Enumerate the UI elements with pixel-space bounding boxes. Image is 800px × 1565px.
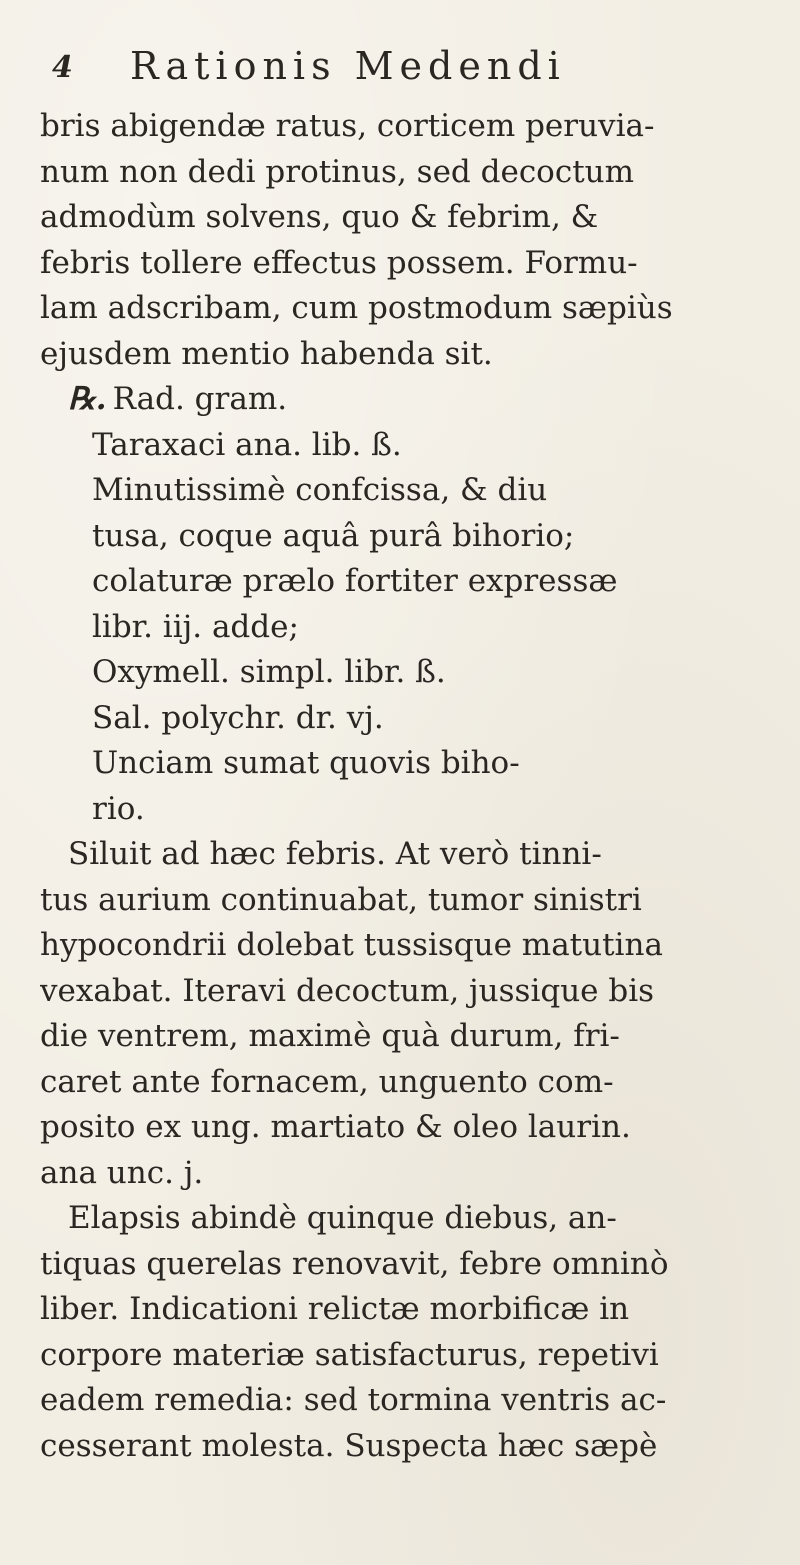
text-line: eadem remedia: sed tormina ventris ac-	[40, 1382, 667, 1418]
recipe-line: Taraxaci ana. lib. ß.	[92, 426, 402, 463]
text-line: cesserant molesta. Suspecta hæc sæpè	[40, 1427, 658, 1464]
text-line: corpore materiæ satisfacturus, repetivi	[40, 1336, 659, 1373]
text-line: bris abigendæ ratus, corticem peruvia-	[40, 108, 655, 144]
recipe-line: Sal. polychr. dr. vj.	[92, 699, 384, 736]
text-line: Siluit ad hæc febris. At verò tinni-	[68, 836, 602, 872]
body-text	[40, 104, 780, 1469]
recipe-line	[40, 377, 780, 423]
text-line: tiquas querelas renovavit, febre omninò	[40, 1245, 669, 1282]
text-line: vexabat. Iteravi decoctum, jussique bis	[40, 972, 655, 1009]
text-line: num non dedi protinus, sed decoctum	[40, 153, 635, 190]
recipe-line: rio.	[92, 790, 145, 827]
text-line: ejusdem mentio habenda sit.	[40, 335, 493, 372]
page-number: 4	[52, 50, 73, 85]
text-line: liber. Indicationi relictæ morbificæ in	[40, 1291, 630, 1327]
recipe-line: tusa, coque aquâ purâ bihorio;	[92, 517, 575, 554]
recipe-line: colaturæ prælo fortiter expressæ	[92, 563, 618, 599]
text-line: posito ex ung. martiato & oleo laurin.	[40, 1109, 631, 1145]
text-line: tus aurium continuabat, tumor sinistri	[40, 881, 642, 918]
recipe-text: Rad. gram.	[112, 381, 288, 417]
text-line: Elapsis abindè quinque diebus, an-	[68, 1200, 617, 1236]
text-line: admodùm solvens, quo & febrim, &	[40, 199, 599, 235]
text-line: hypocondrii dolebat tussisque matutina	[40, 927, 663, 963]
page-header	[52, 44, 772, 100]
text-line: ana unc. j.	[40, 1154, 204, 1191]
recipe-line: Minutissimè confcissa, & diu	[92, 472, 548, 508]
recipe-line: libr. iij. adde;	[92, 608, 299, 645]
recipe-line: Unciam sumat quovis biho-	[92, 745, 520, 781]
text-line: lam adscribam, cum postmodum sæpiùs	[40, 290, 673, 326]
text-line: febris tollere effectus possem. Formu-	[40, 244, 638, 281]
recipe-line: Oxymell. simpl. libr. ß.	[92, 654, 446, 690]
text-line: die ventrem, maximè quà durum, fri-	[40, 1018, 620, 1054]
text-line: caret ante fornacem, unguento com-	[40, 1063, 614, 1100]
running-head: Rationis Medendi	[130, 44, 566, 88]
recipe-symbol: ℞.	[68, 381, 107, 417]
